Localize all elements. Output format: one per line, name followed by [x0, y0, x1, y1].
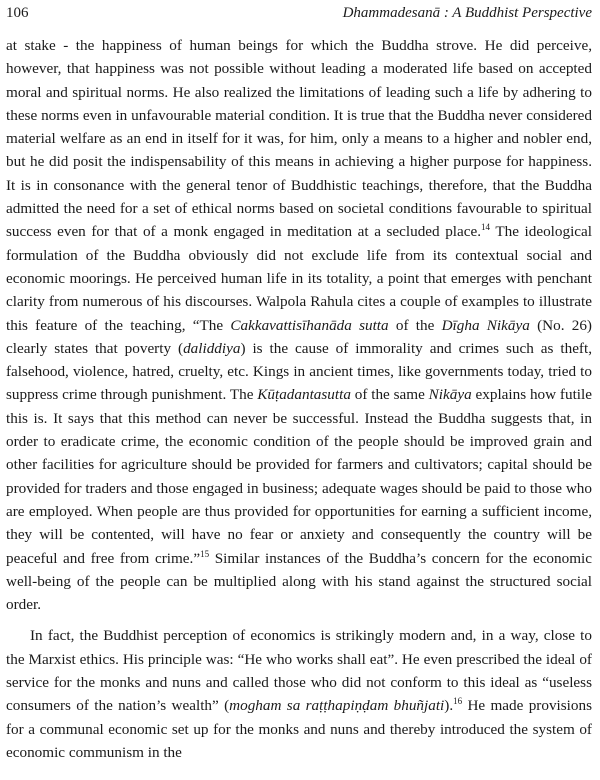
footnote-ref: 15	[200, 548, 210, 559]
text-run: explains how futile this is. It says that this method can never be successful. Instead the Buddha suggests that, in order to eradicate crime, the economic condition of the people should be improved grain and other facilities for agriculture should be provided for farmers and cultivators; capital should be provided for traders and those engaged in business; adequate wages should be paid to those who are employed. When people are thus provided for opportunities for earning a sufficient income, they will be contented, will have no fear or anxiety and consequently the country will be peaceful and free from crime.”	[6, 386, 592, 567]
page-header	[6, 2, 592, 24]
page-number: 106	[6, 5, 29, 21]
footnote-ref: 16	[453, 696, 463, 707]
paragraph	[6, 34, 592, 616]
running-head: Dhammadesanā : A Buddhist Perspective	[342, 5, 592, 21]
text-run: Similar instances of the Buddha’s concern for the economic well-being of the people can be multiplied along with his stand against the structured social order.	[6, 549, 592, 614]
footnote-ref: 14	[481, 222, 491, 233]
text-run: of the	[388, 316, 442, 334]
italic-text: Dīgha Nikāya	[441, 316, 530, 334]
text-run: at stake - the happiness of human beings for which the Buddha strove. He did perceive, however, that happiness was not possible without leading a moderated life based on accepted moral and spiritual norms. He also realized the limitations of leading such a life by adhering to these norms even in unfavourable material condition. It is true that the Buddha never considered material welfare as an end in itself for it was, for him, only a means to a higher and nobler end, but he did posit the indispensability of this means in achieving a higher purpose for happiness. It is in consonance with the general tenor of Buddhistic teachings, therefore, that the Buddha admitted the need for a set of ethical norms based on societal conditions favourable to spiritual success even for that of a monk engaged in meditation at a secluded place.	[6, 37, 592, 241]
text-run: The ideological formulation of the Buddha obviously did not exclude life from its contextual social and economic moorings. He perceived human life in its totality, a point that emerges with penchant clarity from numerous of his discourses. Walpola Rahula cites a couple of examples to illustrate this feature of the teaching, “The	[6, 223, 592, 334]
italic-text: mogham sa raṭṭhapiṇḍam bhuñjati	[229, 697, 445, 715]
text-run: of the same	[350, 386, 429, 404]
text-run: In fact, the Buddhist perception of economics is strikingly modern and, in a way, close to the Marxist ethics. His principle was: “He who works shall eat”. He even prescribed the ideal of service for the monks and nuns and called those who did not conform to this ideal as “useless consumers of the nation’s wealth” (	[6, 627, 592, 715]
paragraph	[6, 624, 592, 764]
italic-text: daliddiya	[183, 339, 241, 357]
text-run: ).	[444, 697, 454, 715]
italic-text: Nikāya	[428, 386, 472, 404]
text-run: He made provisions for a communal economic set up for the monks and nuns and thereby introduced the system of economic communism in the	[6, 697, 592, 761]
body-text	[6, 34, 592, 764]
italic-text: Kūṭadantasutta	[257, 386, 351, 404]
text-run: ) is the cause of immorality and crimes such as theft, falsehood, violence, hatred, cruelty, etc. Kings in ancient times, like governments today, tried to suppress crime through punishment. The	[6, 339, 593, 404]
italic-text: Cakkavattisīhanāda sutta	[230, 316, 389, 334]
text-run: (No. 26) clearly states that poverty (	[6, 316, 592, 357]
